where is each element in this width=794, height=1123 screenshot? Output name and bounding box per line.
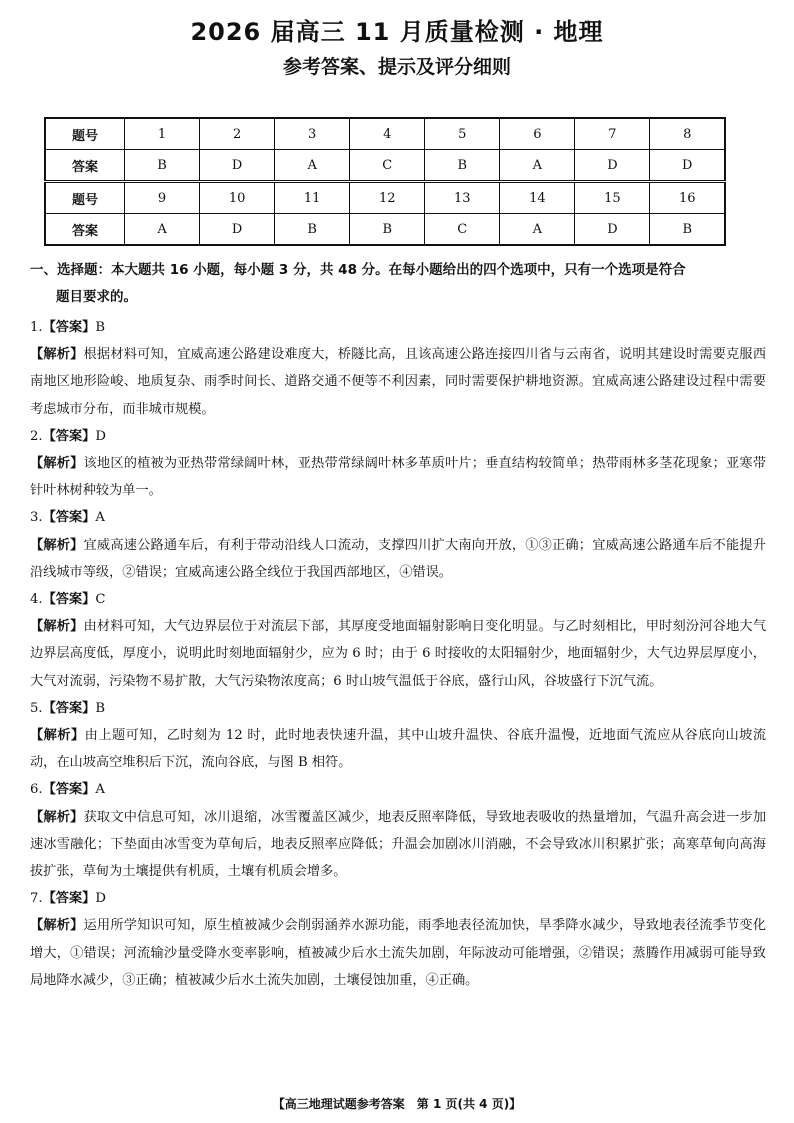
explanation: [30, 804, 766, 886]
explanation: [30, 450, 766, 504]
explanation-text: 由上题可知，乙时刻为 12 时，此时地表快速升温，其中山坡升温快、谷底升温慢，近地面气流应从谷底向山坡流动，在山坡高空堆积后下沉，流向谷底，与图 B 相符。: [30, 728, 767, 771]
question-number-cell: 2: [200, 118, 275, 150]
explanation-text: 该地区的植被为亚热带常绿阔叶林，亚热带常绿阔叶林多革质叶片；垂直结构较简单；热带雨林多茎花现象；亚寒带针叶林树种较为单一。: [30, 456, 767, 499]
question-number: 1.: [30, 320, 43, 335]
explanation-text: 由材料可知，大气边界层位于对流层下部，其厚度受地面辐射影响日变化明显。与乙时刻相比，甲时刻汾河谷地大气边界层高度低，厚度小，说明此时刻地面辐射少，应为 6 时；由于 6 时接收的太阳辐射少，地面辐射少，大气边界层厚度小，大气对流弱，污染物不易扩散，大气污染物浓度高；6 时山坡气温低于谷底，盛行山风，谷坡盛行下沉气流。: [30, 619, 767, 689]
question-number: 2.: [30, 428, 43, 444]
answer-explanations: [30, 314, 766, 994]
explanation-tag: 【解析】: [30, 728, 85, 744]
explanation: [30, 722, 766, 776]
page-footer: 【高三地理试题参考答案 第 1 页(共 4 页)】: [272, 1097, 522, 1111]
explanation: [30, 532, 766, 586]
row-label-answer: 答案: [45, 214, 125, 246]
question-number-cell: 6: [500, 118, 575, 150]
explanation-tag: 【解析】: [30, 456, 84, 472]
section-heading-line2: 题目要求的。: [56, 289, 137, 305]
question-number-cell: 13: [425, 182, 500, 214]
row-label-question: 题号: [45, 182, 125, 214]
question-item-5: [30, 695, 766, 777]
row-label-question: 题号: [45, 118, 125, 150]
answer-cell: A: [275, 150, 350, 182]
answer-tag: 【答案】: [42, 510, 96, 526]
answer-value: D: [95, 428, 106, 444]
explanation: [30, 613, 766, 695]
answer-value: A: [95, 510, 105, 526]
question-number: 7.: [30, 891, 43, 907]
answer-value: C: [95, 592, 106, 608]
question-item-7: [30, 885, 766, 994]
answer-cell: A: [500, 150, 575, 182]
question-number: 6.: [30, 782, 43, 798]
question-number: 4.: [30, 592, 43, 608]
question-number-cell: 14: [500, 182, 575, 214]
answer-value: B: [95, 700, 106, 716]
answer-line: [30, 885, 766, 912]
answer-line: [30, 586, 766, 613]
table-row-questions-2: [45, 182, 725, 214]
table-row-answers-1: [45, 150, 725, 182]
explanation-tag: 【解析】: [30, 918, 84, 934]
section-heading: [30, 257, 760, 311]
answer-cell: A: [125, 214, 200, 246]
answer-cell: B: [650, 214, 725, 246]
question-item-1: [30, 314, 766, 423]
answer-tag: 【答案】: [42, 700, 96, 716]
question-number-cell: 7: [575, 118, 650, 150]
page-title: 2026 届高三 11 月质量检测 · 地理: [190, 18, 604, 46]
answer-line: [30, 504, 766, 531]
explanation: [30, 341, 766, 423]
explanation-text: 根据材料可知，宜威高速公路建设难度大，桥隧比高，且该高速公路连接四川省与云南省，说明其建设时需要克服西南地区地形险峻、地质复杂、雨季时间长、道路交通不便等不利因素，同时需要保护耕地资源。宜威高速公路建设过程中需要考虑城市分布，而非城市规模。: [30, 347, 767, 417]
question-item-4: [30, 586, 766, 695]
question-number-cell: 9: [125, 182, 200, 214]
answer-cell: B: [125, 150, 200, 182]
question-number-cell: 3: [275, 118, 350, 150]
answer-tag: 【答案】: [42, 320, 96, 335]
question-number-cell: 16: [650, 182, 725, 214]
question-number-cell: 10: [200, 182, 275, 214]
answer-cell: C: [425, 214, 500, 246]
section-heading-line1: 一、选择题：本大题共 16 小题，每小题 3 分，共 48 分。在每小题给出的四个选项中，只有一个选项是符合: [30, 262, 686, 278]
row-label-answer: 答案: [45, 150, 125, 182]
table-row-answers-2: [45, 214, 725, 246]
question-number: 3.: [30, 510, 43, 526]
explanation-tag: 【解析】: [30, 809, 84, 825]
question-number-cell: 15: [575, 182, 650, 214]
explanation: [30, 912, 766, 994]
question-number-cell: 12: [350, 182, 425, 214]
question-number-cell: 8: [650, 118, 725, 150]
page-subtitle: 参考答案、提示及评分细则: [282, 56, 511, 78]
question-number-cell: 11: [275, 182, 350, 214]
answer-cell: B: [275, 214, 350, 246]
question-number-cell: 4: [350, 118, 425, 150]
explanation-tag: 【解析】: [30, 347, 84, 363]
answer-value: A: [95, 782, 105, 798]
explanation-tag: 【解析】: [30, 619, 84, 635]
answer-cell: D: [200, 150, 275, 182]
explanation-text: 获取文中信息可知，冰川退缩，冰雪覆盖区减少，地表反照率降低，导致地表吸收的热量增加，气温升高会进一步加速冰雪融化；下垫面由冰雪变为草甸后，地表反照率应降低；升温会加剧冰川消融，不会导致冰川积累扩张；高寒草甸向高海拔扩张，草甸为土壤提供有机质，土壤有机质会增多。: [30, 809, 767, 880]
answer-line: [30, 695, 766, 722]
answer-cell: D: [200, 214, 275, 246]
question-number-cell: 1: [125, 118, 200, 150]
answer-line: [30, 776, 766, 803]
question-item-3: [30, 504, 766, 586]
table-row-questions-1: [45, 118, 725, 150]
answer-tag: 【答案】: [42, 891, 96, 907]
answer-line: [30, 314, 766, 341]
question-item-2: [30, 423, 766, 505]
explanation-tag: 【解析】: [30, 537, 84, 553]
answer-cell: D: [650, 150, 725, 182]
explanation-text: 运用所学知识可知，原生植被减少会削弱涵养水源功能，雨季地表径流加快，旱季降水减少，导致地表径流季节变化增大，①错误；河流输沙量受降水变率影响，植被减少后水土流失加剧，年际波动可能增强，②错误；蒸腾作用减弱可能导致局地降水减少，③正确；植被减少后水土流失加剧，土壤侵蚀加重，④正确。: [30, 918, 767, 988]
answer-line: [30, 423, 766, 450]
answer-table: [44, 117, 726, 246]
answer-cell: B: [350, 214, 425, 246]
answer-tag: 【答案】: [42, 782, 96, 798]
answer-value: B: [95, 320, 106, 335]
question-number: 5.: [30, 700, 43, 716]
answer-value: D: [95, 891, 106, 907]
answer-tag: 【答案】: [42, 428, 96, 444]
explanation-text: 宜威高速公路通车后，有利于带动沿线人口流动，支撑四川扩大南向开放，①③正确；宜威高速公路通车后不能提升沿线城市等级，②错误；宜威高速公路全线位于我国西部地区，④错误。: [30, 537, 767, 580]
answer-cell: A: [500, 214, 575, 246]
question-item-6: [30, 776, 766, 885]
question-number-cell: 5: [425, 118, 500, 150]
answer-cell: D: [575, 150, 650, 182]
answer-cell: B: [425, 150, 500, 182]
answer-cell: D: [575, 214, 650, 246]
answer-tag: 【答案】: [42, 592, 96, 608]
answer-cell: C: [350, 150, 425, 182]
